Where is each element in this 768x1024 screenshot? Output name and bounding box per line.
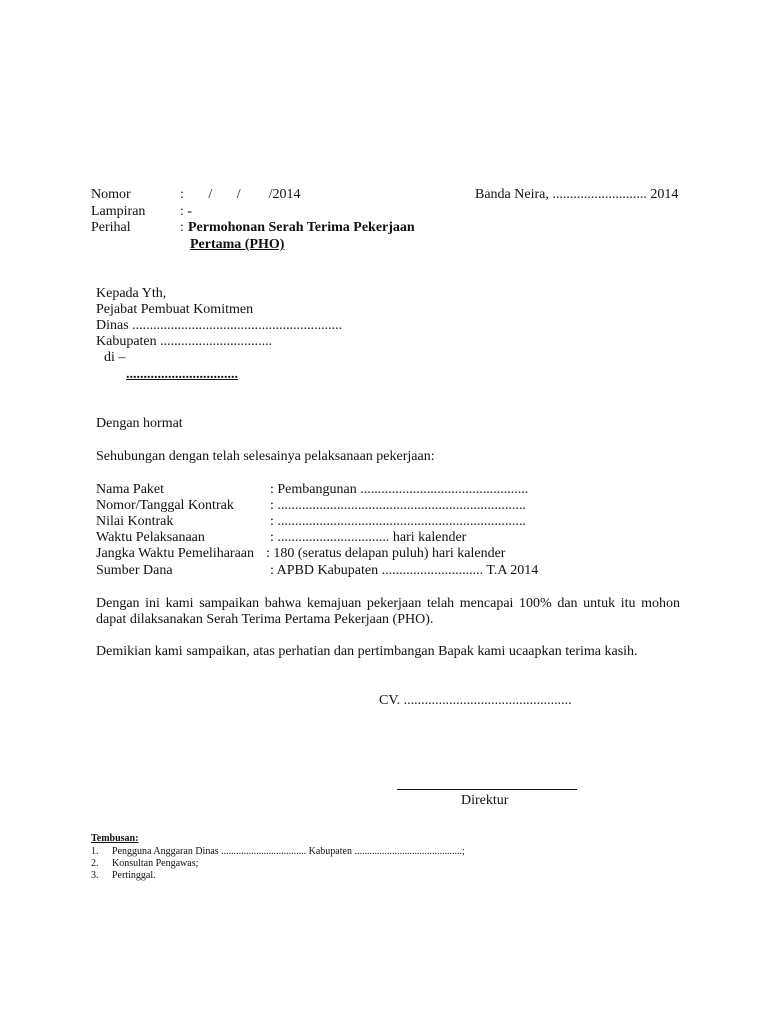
- perihal-colon: :: [180, 220, 184, 235]
- detail-value: : 180 (seratus delapan puluh) hari kalender: [266, 546, 506, 561]
- detail-value: : APBD Kabupaten ............................. T.A 2014: [270, 563, 539, 578]
- lampiran-label: Lampiran: [91, 204, 146, 219]
- paragraph-closing: Demikian kami sampaikan, atas perhatian dan pertimbangan Bapak kami ucaapkan terima kasih.: [96, 644, 638, 659]
- addressee-salutation: Kepada Yth,: [96, 286, 167, 301]
- greeting: Dengan hormat: [96, 416, 183, 431]
- nomor-label: Nomor: [91, 187, 131, 202]
- addressee-di: di –: [104, 350, 126, 365]
- addressee-position: Pejabat Pembuat Komitmen: [96, 302, 254, 317]
- perihal-subject-line1: Permohonan Serah Terima Pekerjaan: [188, 220, 415, 235]
- tembusan-item: Pengguna Anggaran Dinas .................................. Kabupaten ...........................................;: [112, 846, 465, 857]
- perihal-subject-line2: Pertama (PHO): [190, 237, 285, 252]
- nomor-value: : / / /2014: [180, 187, 301, 202]
- signature-title: Direktur: [461, 793, 509, 808]
- detail-label: Nomor/Tanggal Kontrak: [96, 498, 234, 513]
- paragraph-progress: Dengan ini kami sampaikan bahwa kemajuan pekerjaan telah mencapai 100% dan untuk itu mohon dapat dilaksanakan Serah Terima Pertama Pekerjaan (PHO).: [96, 596, 680, 627]
- lampiran-value: : -: [180, 204, 193, 219]
- detail-label: Jangka Waktu Pemeliharaan: [96, 546, 255, 561]
- detail-label: Nilai Kontrak: [96, 514, 174, 529]
- tembusan-number: 2.: [91, 858, 99, 869]
- detail-value: : Pembangunan ................................................: [270, 482, 529, 497]
- addressee-dinas: Dinas ............................................................: [96, 318, 343, 333]
- intro-text: Sehubungan dengan telah selesainya pelaksanaan pekerjaan:: [96, 449, 435, 464]
- signature-line: [397, 789, 577, 790]
- detail-value: : .......................................................................: [270, 514, 526, 529]
- detail-label: Nama Paket: [96, 482, 165, 497]
- addressee-location: ................................: [126, 367, 238, 382]
- detail-label: Waktu Pelaksanaan: [96, 530, 205, 545]
- detail-value: : .......................................................................: [270, 498, 526, 513]
- tembusan-heading: Tembusan:: [91, 833, 139, 844]
- place-date: Banda Neira, ........................... 2014: [475, 187, 679, 202]
- company-name: CV. ................................................: [379, 693, 572, 708]
- tembusan-item: Konsultan Pengawas;: [112, 858, 199, 869]
- detail-label: Sumber Dana: [96, 563, 173, 578]
- perihal-label: Perihal: [91, 220, 131, 235]
- tembusan-item: Pertinggal.: [112, 870, 156, 881]
- detail-value: : ................................ hari kalender: [270, 530, 467, 545]
- tembusan-number: 1.: [91, 846, 99, 857]
- tembusan-number: 3.: [91, 870, 99, 881]
- addressee-kabupaten: Kabupaten ................................: [96, 334, 273, 349]
